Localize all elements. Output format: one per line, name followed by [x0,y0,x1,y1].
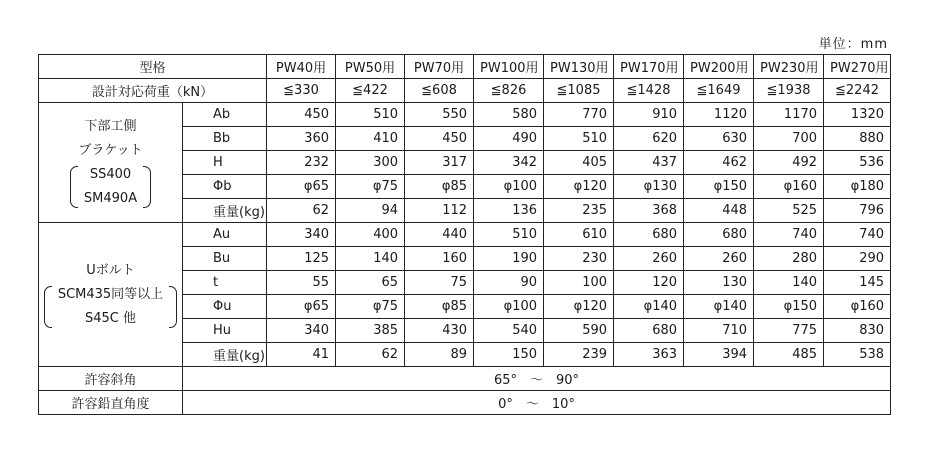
ubolt-value-cell: 125 [267,247,336,271]
bracket-value-cell: 317 [405,151,474,175]
material-text: SM490A [83,190,138,206]
bracket-value-cell: 580 [474,103,544,127]
model-header: PW130用 [544,55,614,79]
ubolt-value-cell: 485 [754,343,824,367]
bracket-value-cell: 112 [405,199,474,223]
ubolt-param-label: Hu [183,319,267,343]
ubolt-value-cell: 130 [684,271,754,295]
bracket-value-cell: 232 [267,151,336,175]
design-load-value: ≦1428 [614,79,684,103]
ubolt-value-cell: 710 [684,319,754,343]
ubolt-value-cell: 140 [336,247,405,271]
ubolt-value-cell: φ85 [405,295,474,319]
ubolt-value-cell: 590 [544,319,614,343]
bracket-value-cell: 525 [754,199,824,223]
bracket-param-label: Ab [183,103,267,127]
ubolt-value-cell: 280 [754,247,824,271]
bracket-param-label: H [183,151,267,175]
ubolt-value-cell: 145 [824,271,891,295]
material-text: SCM435同等以上 [57,286,164,302]
header-row [39,55,891,79]
bracket-value-cell: 510 [544,127,614,151]
bracket-value-cell: 910 [614,103,684,127]
bracket-value-cell: 450 [405,127,474,151]
ubolt-value-cell: 510 [474,223,544,247]
ubolt-value-cell: φ160 [824,295,891,319]
ubolt-value-cell: 55 [267,271,336,295]
material-text: SS400 [89,166,132,182]
bracket-group-label [39,103,183,223]
bracket-value-cell: 1170 [754,103,824,127]
design-load-value: ≦2242 [824,79,891,103]
bracket-row [39,103,891,127]
ubolt-value-cell: 260 [614,247,684,271]
allow-vertical-label: 許容鉛直角度 [39,391,183,415]
bracket-value-cell: 1320 [824,103,891,127]
bracket-value-cell: 462 [684,151,754,175]
bracket-value-cell: φ150 [684,175,754,199]
model-header: PW200用 [684,55,754,79]
model-header: PW100用 [474,55,544,79]
bracket-value-cell: φ130 [614,175,684,199]
ubolt-value-cell: 160 [405,247,474,271]
spec-table [38,54,891,415]
bracket-value-cell: 620 [614,127,684,151]
ubolt-value-cell: 400 [336,223,405,247]
bracket-value-cell: φ180 [824,175,891,199]
bracket-value-cell: 300 [336,151,405,175]
ubolt-value-cell: 680 [684,223,754,247]
bracket-value-cell: 62 [267,199,336,223]
allow-vertical-value: 0° ～ 10° [183,391,891,415]
allow-vertical-row [39,391,891,415]
bracket-value-cell: 360 [267,127,336,151]
design-load-value: ≦422 [336,79,405,103]
ubolt-value-cell: 538 [824,343,891,367]
ubolt-value-cell: 363 [614,343,684,367]
bracket-value-cell: 630 [684,127,754,151]
bracket-value-cell: 368 [614,199,684,223]
header-label: 型格 [39,55,267,79]
model-header: PW270用 [824,55,891,79]
ubolt-param-label: t [183,271,267,295]
bracket-param-label: Φb [183,175,267,199]
ubolt-param-label: Au [183,223,267,247]
bracket-value-cell: 437 [614,151,684,175]
design-load-value: ≦1649 [684,79,754,103]
bracket-value-cell: 235 [544,199,614,223]
ubolt-value-cell: φ75 [336,295,405,319]
ubolt-row [39,223,891,247]
ubolt-value-cell: 239 [544,343,614,367]
ubolt-value-cell: 385 [336,319,405,343]
ubolt-value-cell: 120 [614,271,684,295]
model-header: PW230用 [754,55,824,79]
bracket-value-cell: 136 [474,199,544,223]
ubolt-value-cell: 830 [824,319,891,343]
ubolt-value-cell: 394 [684,343,754,367]
design-load-value: ≦608 [405,79,474,103]
bracket-value-cell: 450 [267,103,336,127]
bracket-title: 下部工側 [84,118,137,134]
design-load-label: 設計対応荷重（kN） [39,79,267,103]
bracket-value-cell: φ100 [474,175,544,199]
bracket-value-cell: φ85 [405,175,474,199]
bracket-value-cell: 550 [405,103,474,127]
design-load-value: ≦826 [474,79,544,103]
design-load-value: ≦330 [267,79,336,103]
bracket-value-cell: φ160 [754,175,824,199]
ubolt-value-cell: φ65 [267,295,336,319]
ubolt-value-cell: φ140 [684,295,754,319]
bracket-value-cell: 405 [544,151,614,175]
model-header: PW40用 [267,55,336,79]
material-text: S45C 他 [84,310,136,326]
ubolt-param-label: 重量(kg) [183,343,267,367]
ubolt-value-cell: φ100 [474,295,544,319]
bracket-value-cell: 770 [544,103,614,127]
bracket-title: ブラケット [78,142,143,158]
design-load-value: ≦1938 [754,79,824,103]
ubolt-param-label: Φu [183,295,267,319]
bracket-value-cell: 796 [824,199,891,223]
ubolt-value-cell: 41 [267,343,336,367]
ubolt-value-cell: 62 [336,343,405,367]
bracket-material [70,163,151,211]
ubolt-value-cell: 90 [474,271,544,295]
model-header: PW70用 [405,55,474,79]
ubolt-value-cell: 680 [614,319,684,343]
ubolt-material [44,283,177,331]
model-header: PW170用 [614,55,684,79]
ubolt-value-cell: 65 [336,271,405,295]
allow-skew-row [39,367,891,391]
bracket-value-cell: 342 [474,151,544,175]
ubolt-value-cell: 680 [614,223,684,247]
ubolt-value-cell: 340 [267,223,336,247]
ubolt-title: Uボルト [86,262,135,278]
ubolt-value-cell: φ150 [754,295,824,319]
model-header: PW50用 [336,55,405,79]
bracket-value-cell: 448 [684,199,754,223]
ubolt-value-cell: 290 [824,247,891,271]
allow-skew-label: 許容斜角 [39,367,183,391]
bracket-value-cell: 410 [336,127,405,151]
ubolt-value-cell: 260 [684,247,754,271]
ubolt-value-cell: 150 [474,343,544,367]
ubolt-value-cell: 100 [544,271,614,295]
ubolt-value-cell: 740 [824,223,891,247]
unit-note: 単位：mm [818,37,888,52]
ubolt-value-cell: 740 [754,223,824,247]
design-load-value: ≦1085 [544,79,614,103]
bracket-value-cell: 492 [754,151,824,175]
bracket-value-cell: φ75 [336,175,405,199]
spec-table-body [39,55,891,415]
ubolt-param-label: Bu [183,247,267,271]
ubolt-value-cell: 340 [267,319,336,343]
ubolt-value-cell: 775 [754,319,824,343]
ubolt-value-cell: φ120 [544,295,614,319]
bracket-value-cell: φ120 [544,175,614,199]
bracket-value-cell: φ65 [267,175,336,199]
bracket-param-label: 重量(kg) [183,199,267,223]
bracket-value-cell: 490 [474,127,544,151]
ubolt-value-cell: 540 [474,319,544,343]
allow-skew-value: 65° ～ 90° [183,367,891,391]
ubolt-value-cell: 190 [474,247,544,271]
ubolt-value-cell: 430 [405,319,474,343]
bracket-value-cell: 880 [824,127,891,151]
bracket-value-cell: 700 [754,127,824,151]
ubolt-value-cell: 140 [754,271,824,295]
ubolt-value-cell: 440 [405,223,474,247]
ubolt-group-label [39,223,183,367]
ubolt-value-cell: φ140 [614,295,684,319]
bracket-value-cell: 536 [824,151,891,175]
design-load-row [39,79,891,103]
ubolt-value-cell: 89 [405,343,474,367]
bracket-param-label: Bb [183,127,267,151]
ubolt-value-cell: 230 [544,247,614,271]
bracket-value-cell: 94 [336,199,405,223]
ubolt-value-cell: 75 [405,271,474,295]
bracket-value-cell: 510 [336,103,405,127]
bracket-value-cell: 1120 [684,103,754,127]
ubolt-value-cell: 610 [544,223,614,247]
